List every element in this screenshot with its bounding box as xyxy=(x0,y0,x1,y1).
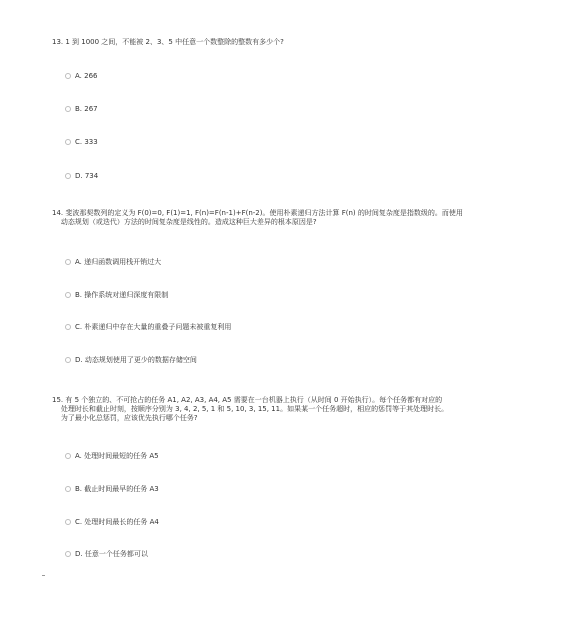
q14-option-c[interactable] xyxy=(65,322,231,332)
option-label: B. 操作系统对递归深度有限制 xyxy=(75,291,169,299)
option-label: A. 处理时间最短的任务 A5 xyxy=(75,452,159,460)
radio-circle-icon[interactable] xyxy=(65,292,71,298)
q15-option-c[interactable] xyxy=(65,517,159,527)
radio-circle-icon[interactable] xyxy=(65,173,71,179)
q13-option-a[interactable] xyxy=(65,71,97,81)
radio-circle-icon[interactable] xyxy=(65,357,71,363)
radio-circle-icon[interactable] xyxy=(65,551,71,557)
radio-circle-icon[interactable] xyxy=(65,453,71,459)
option-label: C. 处理时间最长的任务 A4 xyxy=(75,518,159,526)
option-label: C. 朴素递归中存在大量的重叠子问题未被重复利用 xyxy=(75,323,232,331)
radio-circle-icon[interactable] xyxy=(65,486,71,492)
radio-circle-icon[interactable] xyxy=(65,519,71,525)
option-label: D. 任意一个任务都可以 xyxy=(75,550,148,558)
q13-option-c[interactable] xyxy=(65,137,98,147)
option-label: D. 734 xyxy=(75,172,99,180)
question-15-title: 15. 有 5 个独立的、不可抢占的任务 A1, A2, A3, A4, A5 需要在一台机器上执行（从时间 0 开始执行）。每个任务都有对应的 处理时长和截止时刻，按顺序分别为 3, 4, 2, 5, 1 和 5, 10, 3, 15, 11。如果某一个任务超时，相应的惩罚等于其处理时长。 为了最小化总惩罚，应该优先执行哪个任务? xyxy=(52,396,449,422)
radio-circle-icon[interactable] xyxy=(65,259,71,265)
radio-circle-icon[interactable] xyxy=(65,73,71,79)
q15-option-d[interactable] xyxy=(65,549,148,559)
radio-circle-icon[interactable] xyxy=(65,106,71,112)
q13-option-d[interactable] xyxy=(65,171,98,181)
q14-option-b[interactable] xyxy=(65,290,168,300)
option-label: A. 266 xyxy=(75,72,98,80)
q13-option-b[interactable] xyxy=(65,104,98,114)
q15-option-a[interactable] xyxy=(65,451,159,461)
q15-option-b[interactable] xyxy=(65,484,159,494)
q14-option-d[interactable] xyxy=(65,355,197,365)
option-label: C. 333 xyxy=(75,138,98,146)
option-label: A. 递归函数调用栈开销过大 xyxy=(75,258,162,266)
radio-circle-icon[interactable] xyxy=(65,324,71,330)
question-14-title: 14. 斐波那契数列的定义为 F(0)=0, F(1)=1, F(n)=F(n-1)+F(n-2)。使用朴素递归方法计算 F(n) 的时间复杂度是指数级的。而使用 动态规划（或迭代）方法的时间复杂度是线性的。造成这种巨大差异的根本原因是? xyxy=(52,209,463,226)
q14-option-a[interactable] xyxy=(65,257,161,267)
option-label: B. 267 xyxy=(75,105,98,113)
radio-circle-icon[interactable] xyxy=(65,139,71,145)
stray-mark xyxy=(42,575,45,576)
option-label: D. 动态规划使用了更少的数据存储空间 xyxy=(75,356,197,364)
option-label: B. 截止时间最早的任务 A3 xyxy=(75,485,159,493)
question-13-title: 13. 1 到 1000 之间，不能被 2、3、5 中任意一个数整除的整数有多少个? xyxy=(52,38,284,46)
